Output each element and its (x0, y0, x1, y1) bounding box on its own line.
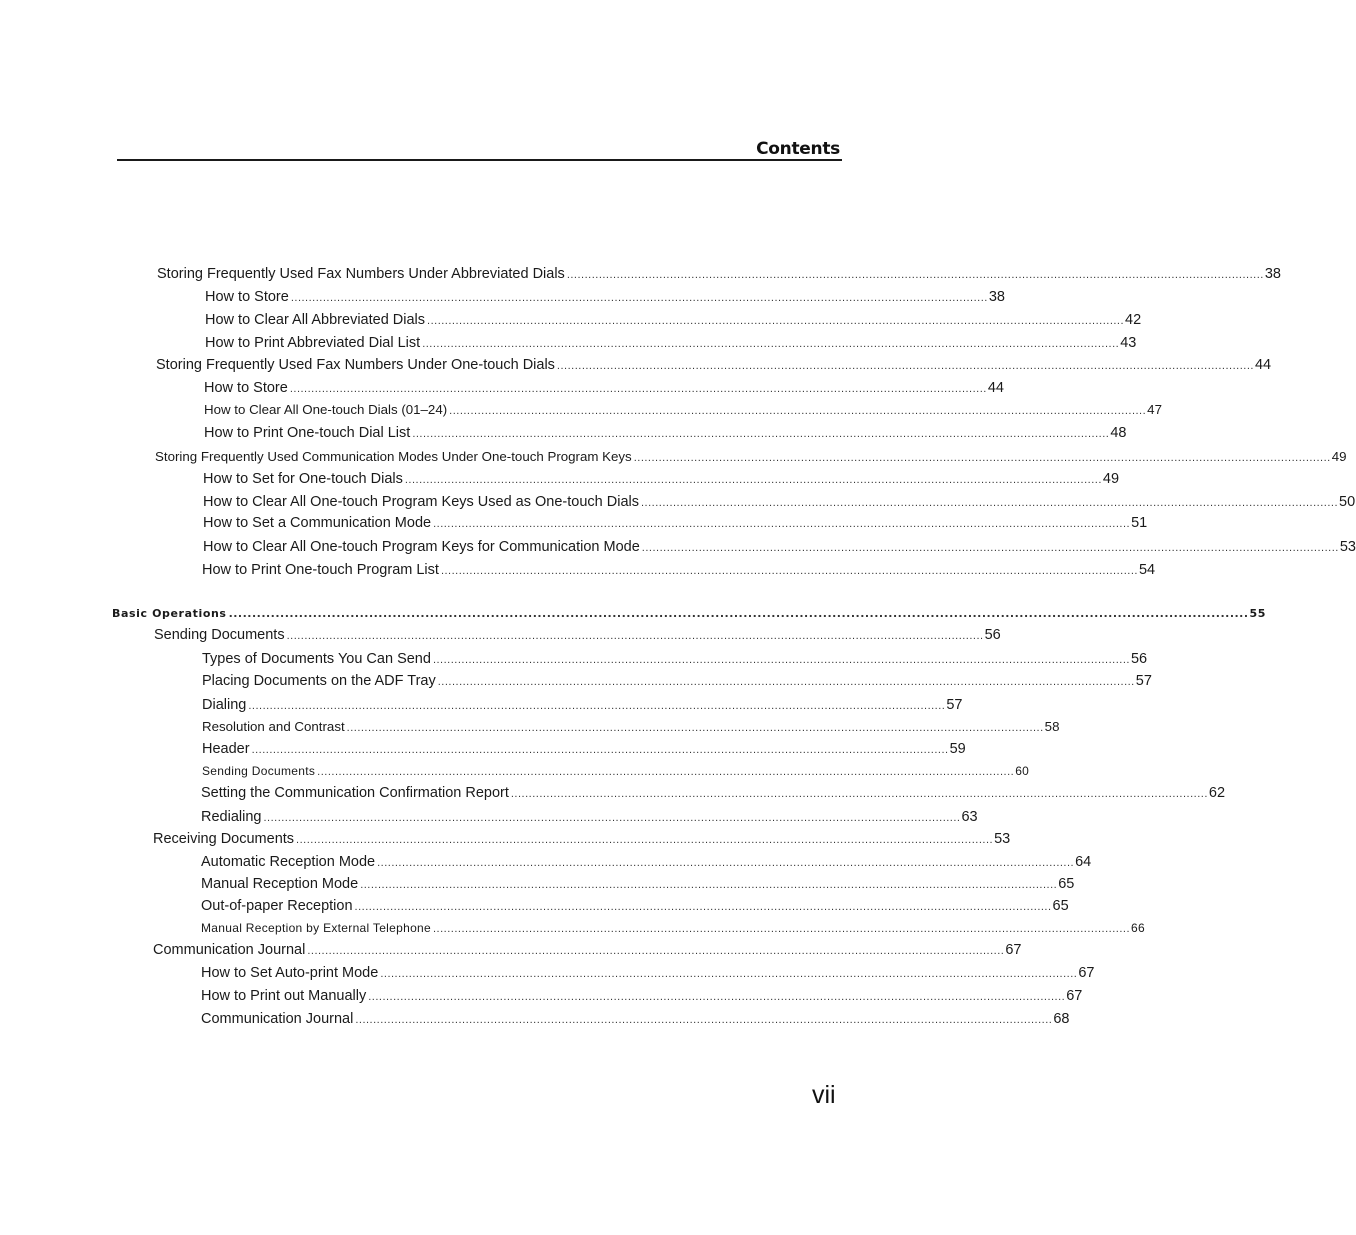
toc-leader: .................................................................................................................................................................................................... (263, 812, 961, 824)
toc-leader: .................................................................................................................................................................................................... (633, 452, 1331, 464)
toc-entry-page: 51 (1131, 515, 1148, 531)
toc-leader: .................................................................................................................................................................................................... (433, 923, 1131, 935)
toc-entry[interactable] (204, 424, 1127, 443)
toc-section-heading[interactable] (112, 605, 1267, 623)
toc-entry-title: Receiving Documents (153, 831, 295, 847)
toc-entry[interactable] (205, 288, 1005, 307)
toc-leader: .................................................................................................................................................................................................... (380, 968, 1078, 980)
toc-entry[interactable] (201, 784, 1226, 803)
toc-leader: .................................................................................................................................................................................................... (432, 654, 1130, 666)
toc-entry-page: 60 (1015, 764, 1030, 778)
toc-leader: .................................................................................................................................................................................................... (440, 565, 1138, 577)
toc-leader: .................................................................................................................................................................................................... (248, 700, 946, 712)
toc-entry-title: Sending Documents (202, 764, 316, 778)
toc-entry[interactable] (202, 740, 966, 759)
toc-leader: .................................................................................................................................................................................................... (289, 383, 987, 395)
toc-entry-page: 68 (1053, 1011, 1070, 1027)
toc-entry[interactable] (201, 897, 1069, 916)
toc-entry-title: How to Clear All One-touch Program Keys for Communication Mode (203, 539, 640, 555)
toc-entry-title: Sending Documents (154, 627, 285, 643)
toc-leader: .................................................................................................................................................................................................... (251, 744, 949, 756)
toc-entry-title: Header (202, 741, 250, 757)
toc-leader: .................................................................................................................................................................................................... (290, 292, 988, 304)
toc-entry-title: How to Print One-touch Dial List (204, 425, 411, 441)
toc-entry[interactable] (201, 964, 1095, 983)
toc-leader: .......................................................................................................................................................................................................................... (228, 607, 1249, 620)
toc-entry-title: Types of Documents You Can Send (202, 651, 431, 667)
toc-leader: .................................................................................................................................................................................................... (307, 945, 1005, 957)
toc-entry-page: 65 (1052, 898, 1069, 914)
page-number: vii (812, 1081, 836, 1109)
toc-entry-page: 65 (1058, 876, 1075, 892)
toc-entry-page: 38 (1264, 266, 1281, 282)
toc-entry[interactable] (205, 311, 1142, 330)
toc-entry[interactable] (203, 514, 1148, 533)
toc-entry-page: 57 (946, 697, 963, 713)
toc-entry-page: 57 (1135, 673, 1152, 689)
toc-entry-title: How to Clear All One-touch Dials (01–24) (204, 402, 448, 417)
toc-leader: .................................................................................................................................................................................................... (449, 405, 1147, 417)
toc-leader: .................................................................................................................................................................................................... (355, 1014, 1053, 1026)
toc-leader: .................................................................................................................................................................................................... (566, 269, 1264, 281)
toc-entry-page: 47 (1147, 402, 1162, 417)
toc-entry-page: 56 (984, 627, 1001, 643)
toc-entry-page: 49 (1102, 471, 1120, 487)
toc-leader: .................................................................................................................................................................................................... (412, 428, 1110, 440)
toc-leader: .................................................................................................................................................................................................... (556, 360, 1254, 372)
toc-leader: .................................................................................................................................................................................................... (360, 879, 1058, 891)
toc-entry[interactable] (205, 334, 1137, 353)
toc-entry[interactable] (153, 830, 1011, 849)
toc-entry[interactable] (201, 875, 1075, 894)
toc-entry-title: Setting the Communication Confirmation Report (201, 785, 509, 801)
toc-entry[interactable] (202, 762, 1030, 781)
toc-entry[interactable] (202, 696, 963, 715)
toc-entry-title: Storing Frequently Used Fax Numbers Under One-touch Dials (156, 357, 555, 373)
toc-entry-title: How to Print One-touch Program List (202, 562, 439, 578)
toc-entry-page: 49 (1331, 449, 1347, 464)
toc-entry[interactable] (155, 448, 1347, 467)
toc-entry-page: 44 (1254, 357, 1272, 373)
toc-entry[interactable] (156, 356, 1272, 375)
toc-entry-title: How to Set a Communication Mode (203, 515, 432, 531)
toc-entry-title: How to Clear All One-touch Program Keys Used as One-touch Dials (203, 494, 639, 510)
toc-entry[interactable] (202, 672, 1152, 691)
toc-entry-title: How to Set Auto-print Mode (201, 965, 379, 981)
toc-entry-title: Communication Journal (201, 1011, 354, 1027)
toc-leader: .................................................................................................................................................................................................... (433, 518, 1131, 530)
toc-leader: .................................................................................................................................................................................................... (296, 834, 994, 846)
toc-entry-title: How to Clear All Abbreviated Dials (205, 312, 426, 328)
toc-leader: .................................................................................................................................................................................................... (510, 788, 1208, 800)
toc-leader: .................................................................................................................................................................................................... (422, 338, 1120, 350)
toc-entry-page: 58 (1044, 719, 1060, 734)
toc-entry-title: How to Print out Manually (201, 988, 367, 1004)
toc-entry[interactable] (204, 379, 1004, 398)
toc-leader: .................................................................................................................................................................................................... (317, 766, 1015, 778)
toc-entry-page: 53 (994, 831, 1011, 847)
toc-entry-page: 48 (1110, 425, 1127, 441)
toc-leader: .................................................................................................................................................................................................... (641, 497, 1339, 509)
toc-leader: .................................................................................................................................................................................................... (286, 630, 984, 642)
toc-entry-title: Storing Frequently Used Fax Numbers Under Abbreviated Dials (157, 266, 565, 282)
header-rule (117, 159, 842, 161)
toc-entry-title: Redialing (201, 809, 262, 825)
toc-entry-page: 55 (1249, 607, 1267, 620)
toc-entry[interactable] (153, 941, 1022, 960)
toc-entry-title: Out-of-paper Reception (201, 898, 353, 914)
toc-leader: .................................................................................................................................................................................................... (641, 542, 1339, 554)
toc-entry[interactable] (157, 265, 1281, 284)
toc-entry-title: Manual Reception Mode (201, 876, 359, 892)
page-header-title: Contents (756, 139, 840, 159)
toc-leader: .................................................................................................................................................................................................... (354, 901, 1052, 913)
toc-entry[interactable] (203, 470, 1120, 489)
toc-entry-page: 59 (949, 741, 966, 757)
toc-entry-page: 56 (1130, 651, 1148, 667)
toc-entry[interactable] (201, 919, 1145, 938)
toc-entry[interactable] (203, 538, 1356, 557)
toc-entry-title: Placing Documents on the ADF Tray (202, 673, 436, 689)
toc-entry-page: 42 (1125, 312, 1142, 328)
toc-entry-page: 62 (1208, 785, 1226, 801)
toc-entry-title: How to Print Abbreviated Dial List (205, 335, 421, 351)
toc-entry[interactable] (201, 987, 1083, 1006)
toc-entry-title: Manual Reception by External Telephone (201, 921, 431, 935)
toc-entry[interactable] (202, 718, 1060, 737)
toc-entry-page: 66 (1131, 921, 1145, 935)
toc-leader: .................................................................................................................................................................................................... (437, 676, 1135, 688)
toc-leader: .................................................................................................................................................................................................... (346, 722, 1044, 734)
toc-entry[interactable] (202, 561, 1156, 580)
toc-entry-title: Communication Journal (153, 942, 306, 958)
toc-entry-title: Dialing (202, 697, 247, 713)
toc-entry-page: 54 (1138, 562, 1156, 578)
toc-entry-page: 63 (961, 809, 978, 825)
toc-leader: .................................................................................................................................................................................................... (427, 315, 1125, 327)
toc-leader: .................................................................................................................................................................................................... (377, 857, 1075, 869)
toc-entry-title: How to Set for One-touch Dials (203, 471, 403, 487)
toc-entry-page: 38 (988, 289, 1005, 305)
toc-entry-page: 67 (1078, 965, 1095, 981)
toc-entry-title: How to Store (204, 380, 288, 396)
toc-entry[interactable] (154, 626, 1001, 645)
toc-entry-title: How to Store (205, 289, 289, 305)
toc-entry[interactable] (201, 1010, 1070, 1029)
toc-entry-title: Basic Operations (112, 607, 227, 620)
toc-entry[interactable] (203, 493, 1356, 512)
toc-entry[interactable] (204, 401, 1162, 420)
toc-entry-title: Resolution and Contrast (202, 719, 345, 734)
toc-entry-page: 64 (1075, 854, 1092, 870)
toc-entry[interactable] (202, 650, 1148, 669)
toc-entry-page: 50 (1339, 494, 1356, 510)
toc-leader: .................................................................................................................................................................................................... (368, 991, 1066, 1003)
toc-entry-page: 44 (987, 380, 1004, 396)
toc-leader: .................................................................................................................................................................................................... (404, 474, 1102, 486)
toc-entry-title: Storing Frequently Used Communication Modes Under One-touch Program Keys (155, 449, 632, 464)
toc-entry-title: Automatic Reception Mode (201, 854, 376, 870)
toc-entry-page: 53 (1339, 539, 1356, 555)
toc-entry-page: 43 (1120, 335, 1137, 351)
toc-entry[interactable] (201, 808, 978, 827)
toc-entry-page: 67 (1066, 988, 1083, 1004)
toc-entry[interactable] (201, 853, 1092, 872)
toc-entry-page: 67 (1005, 942, 1022, 958)
